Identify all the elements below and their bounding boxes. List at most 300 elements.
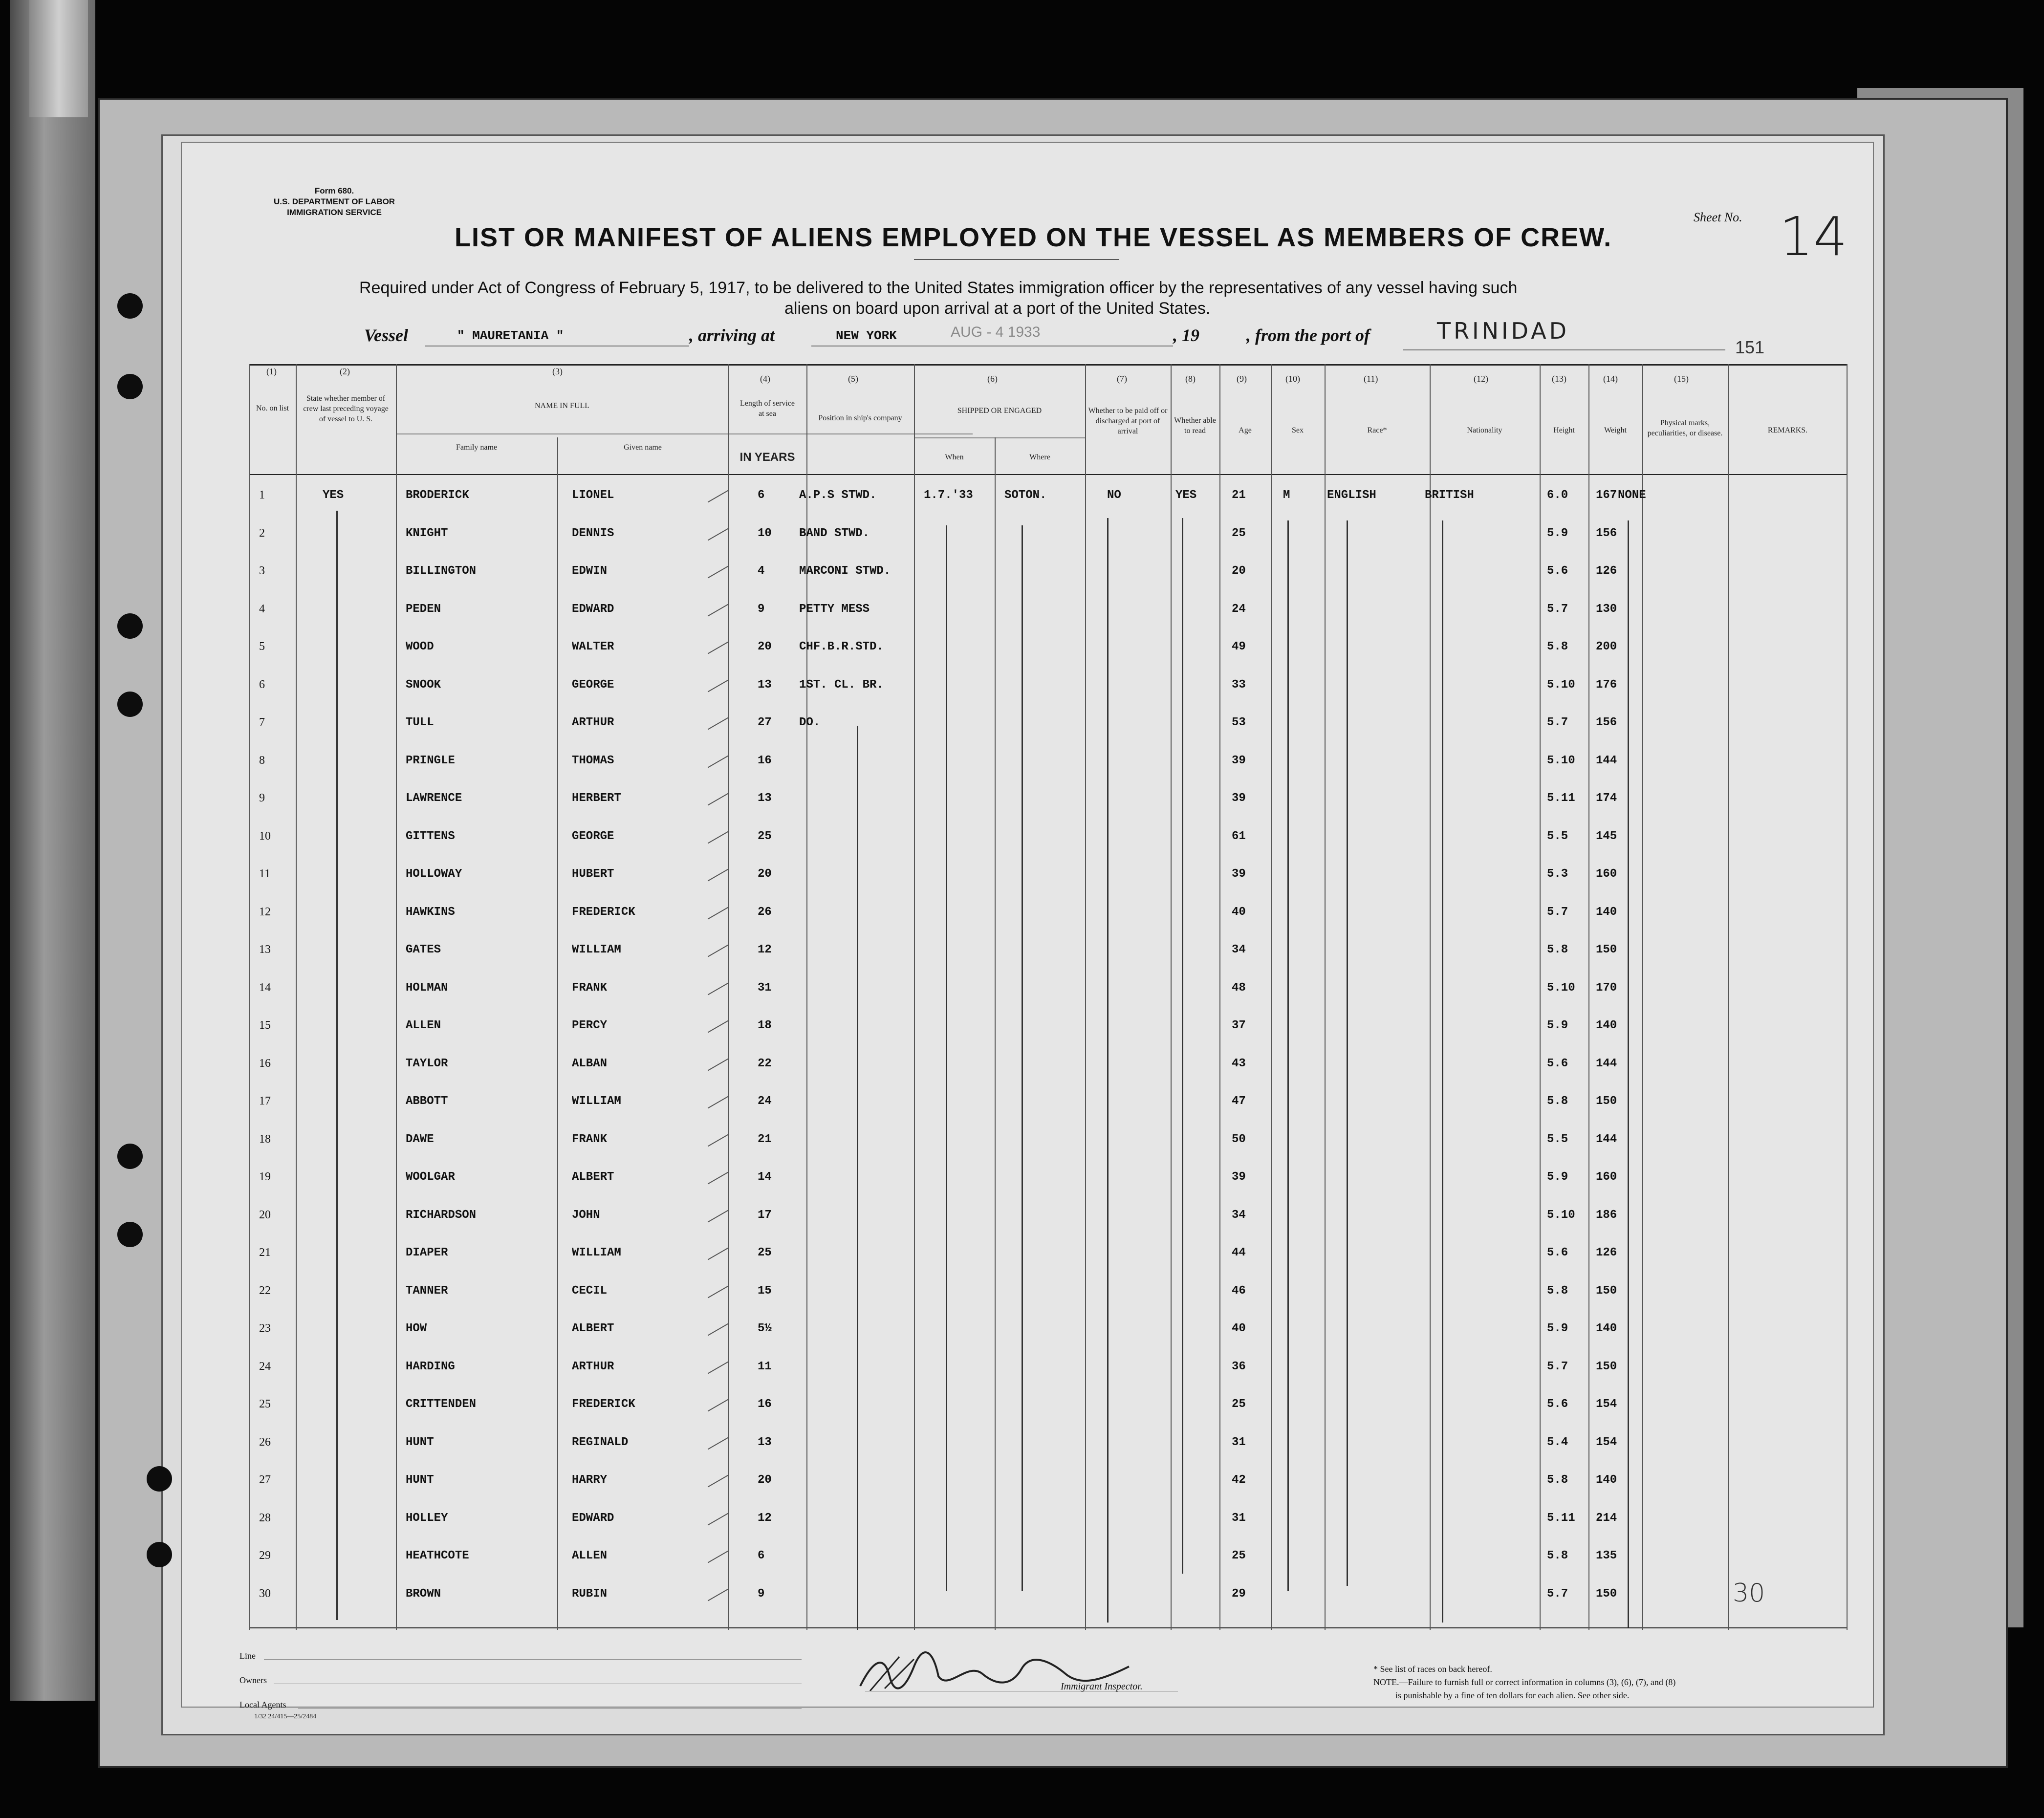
years-service-cell: 21 — [758, 1132, 772, 1146]
check-mark — [708, 1058, 729, 1071]
check-mark — [708, 1399, 729, 1412]
age-cell: 24 — [1232, 602, 1246, 616]
height-cell: 5.11 — [1547, 1511, 1575, 1525]
col8-header: Whether able to read — [1174, 416, 1216, 435]
row-number: 25 — [259, 1398, 271, 1410]
given-name-cell: ALBERT — [572, 1170, 614, 1184]
row-number: 28 — [259, 1511, 271, 1524]
table-row — [249, 1209, 1848, 1247]
given-name-cell: JOHN — [572, 1208, 600, 1222]
punch-hole — [117, 1222, 143, 1247]
family-name-cell: WOOLGAR — [406, 1170, 455, 1184]
table-row — [249, 754, 1848, 792]
check-mark — [708, 1020, 729, 1033]
given-name-cell: HARRY — [572, 1473, 608, 1487]
position-cell: BAND STWD. — [799, 526, 870, 540]
form-header — [274, 186, 395, 218]
years-service-cell: 27 — [758, 716, 772, 729]
given-name-cell: ALBAN — [572, 1057, 608, 1070]
given-name-cell: THOMAS — [572, 754, 614, 767]
col4-number: (4) — [760, 374, 770, 384]
age-cell: 42 — [1232, 1473, 1246, 1487]
given-name-cell: GEORGE — [572, 678, 614, 692]
position-cell: DO. — [799, 716, 821, 729]
height-cell: 5.7 — [1547, 1587, 1568, 1601]
given-name-cell: FREDERICK — [572, 905, 635, 919]
years-service-cell: 14 — [758, 1170, 772, 1184]
table-row — [249, 1057, 1848, 1095]
check-mark — [708, 830, 729, 844]
check-mark — [708, 1550, 729, 1563]
arriving-port: NEW YORK — [836, 328, 897, 343]
races-note: * See list of races on back hereof. — [1373, 1664, 1492, 1674]
sheet-label: Sheet No. — [1694, 210, 1742, 224]
punch-hole — [147, 1542, 172, 1567]
row-number: 9 — [259, 792, 265, 804]
row-number: 11 — [259, 867, 271, 880]
family-name-cell: WOOD — [406, 640, 434, 653]
col7-number: (7) — [1117, 374, 1127, 384]
family-name-cell: CRITTENDEN — [406, 1398, 477, 1411]
check-mark — [708, 1436, 729, 1450]
given-name-cell: ALLEN — [572, 1549, 608, 1562]
row-number: 22 — [259, 1284, 271, 1297]
weight-cell: 150 — [1596, 1587, 1617, 1601]
col1-header: No. on list — [256, 404, 289, 412]
row-number: 5 — [259, 640, 265, 653]
row-number: 13 — [259, 943, 271, 956]
height-cell: 5.4 — [1547, 1435, 1568, 1449]
age-cell: 36 — [1232, 1360, 1246, 1373]
check-mark — [708, 565, 729, 579]
check-mark — [708, 868, 729, 882]
weight-cell: 150 — [1596, 1360, 1617, 1373]
check-mark — [708, 1361, 729, 1374]
weight-cell: 126 — [1596, 1246, 1617, 1259]
check-mark — [708, 1474, 729, 1488]
col14-header: Weight — [1604, 426, 1627, 434]
given-name-cell: DENNIS — [572, 526, 614, 540]
given-name-cell: FRANK — [572, 981, 608, 995]
height-cell: 5.8 — [1547, 1284, 1568, 1298]
service-name: IMMIGRATION SERVICE — [287, 208, 382, 217]
col3-number: (3) — [552, 367, 563, 376]
department-name: U.S. DEPARTMENT OF LABOR — [274, 197, 395, 206]
line-underline — [264, 1659, 802, 1660]
years-service-cell: 25 — [758, 1246, 772, 1259]
col7-header: Whether to be paid off or discharged at port of arrival — [1088, 407, 1168, 435]
age-cell: 40 — [1232, 905, 1246, 919]
date-stamp: AUG - 4 1933 — [951, 324, 1041, 340]
age-cell: 50 — [1232, 1132, 1246, 1146]
years-service-cell: 9 — [758, 602, 765, 616]
family-name-cell: HUNT — [406, 1435, 434, 1449]
years-service-cell: 4 — [758, 564, 765, 578]
owners-label: Owners — [239, 1675, 267, 1685]
years-service-cell: 9 — [758, 1587, 765, 1601]
age-cell: 25 — [1232, 526, 1246, 540]
height-cell: 5.6 — [1547, 1398, 1568, 1411]
height-cell: 5.9 — [1547, 526, 1568, 540]
age-cell: 39 — [1232, 867, 1246, 881]
table-row — [249, 1246, 1848, 1284]
age-cell: 40 — [1232, 1322, 1246, 1335]
family-name-cell: HOLLEY — [406, 1511, 448, 1525]
shipped-where-cell: SOTON. — [1004, 489, 1047, 502]
arriving-label: , arriving at — [689, 325, 775, 345]
table-row — [249, 1512, 1848, 1550]
family-name-cell: BILLINGTON — [406, 564, 477, 578]
age-cell: 47 — [1232, 1095, 1246, 1108]
weight-cell: 156 — [1596, 526, 1617, 540]
height-cell: 5.8 — [1547, 1473, 1568, 1487]
table-row — [249, 981, 1848, 1019]
given-name-cell: GEORGE — [572, 829, 614, 843]
years-service-cell: 16 — [758, 754, 772, 767]
given-name-cell: LIONEL — [572, 489, 614, 502]
weight-cell: 140 — [1596, 1019, 1617, 1032]
weight-cell: 126 — [1596, 564, 1617, 578]
nationality-cell: BRITISH — [1425, 489, 1474, 502]
row-number: 16 — [259, 1057, 271, 1070]
age-cell: 37 — [1232, 1019, 1246, 1032]
height-cell: 5.7 — [1547, 602, 1568, 616]
weight-cell: 140 — [1596, 1473, 1617, 1487]
row-number: 27 — [259, 1473, 271, 1486]
table-row — [249, 943, 1848, 981]
position-cell: A.P.S STWD. — [799, 489, 877, 502]
page-number: 151 — [1735, 337, 1765, 357]
weight-cell: 144 — [1596, 1132, 1617, 1146]
col13-header: Height — [1553, 426, 1575, 434]
check-mark — [708, 1512, 729, 1525]
check-mark — [708, 1323, 729, 1336]
punch-hole — [117, 613, 143, 639]
given-name-cell: ALBERT — [572, 1322, 614, 1335]
col2-number: (2) — [340, 367, 350, 376]
row-number: 2 — [259, 526, 265, 540]
family-name-cell: BROWN — [406, 1587, 441, 1601]
weight-cell: 154 — [1596, 1398, 1617, 1411]
weight-cell: 160 — [1596, 867, 1617, 881]
given-name-cell: EDWARD — [572, 602, 614, 616]
age-cell: 29 — [1232, 1587, 1246, 1601]
col2-header: State whether member of crew last preceding voyage of vessel to U. S. — [303, 394, 389, 423]
row-number: 21 — [259, 1246, 271, 1259]
col13-number: (13) — [1552, 374, 1566, 384]
table-row — [249, 1322, 1848, 1360]
years-service-cell: 6 — [758, 1549, 765, 1562]
weight-cell: 140 — [1596, 905, 1617, 919]
years-service-cell: 18 — [758, 1019, 772, 1032]
years-service-cell: 13 — [758, 1435, 772, 1449]
row-number: 6 — [259, 678, 265, 691]
family-name-cell: DAWE — [406, 1132, 434, 1146]
years-service-cell: 5½ — [758, 1322, 772, 1335]
given-name-cell: ARTHUR — [572, 716, 614, 729]
given-name-cell: WILLIAM — [572, 1246, 621, 1259]
race-cell: ENGLISH — [1327, 489, 1376, 502]
height-cell: 5.6 — [1547, 1057, 1568, 1070]
family-name-cell: HUNT — [406, 1473, 434, 1487]
row-number: 8 — [259, 754, 265, 767]
family-name-cell: HAWKINS — [406, 905, 455, 919]
weight-cell: 150 — [1596, 1284, 1617, 1298]
weight-cell: 167 — [1596, 489, 1617, 502]
height-cell: 5.7 — [1547, 716, 1568, 729]
weight-cell: 140 — [1596, 1322, 1617, 1335]
weight-cell: 176 — [1596, 678, 1617, 692]
requirement-text-1: Required under Act of Congress of February 5, 1917, to be delivered to the United States immigration officer by the representatives of any vessel having such — [359, 279, 1518, 297]
given-name-cell: WILLIAM — [572, 943, 621, 956]
age-cell: 49 — [1232, 640, 1246, 653]
col11-header: Race* — [1367, 426, 1387, 434]
height-cell: 5.7 — [1547, 905, 1568, 919]
col12-number: (12) — [1474, 374, 1488, 384]
age-cell: 25 — [1232, 1398, 1246, 1411]
row-number: 7 — [259, 716, 265, 729]
binder-tab — [29, 0, 88, 117]
family-name-cell: PRINGLE — [406, 754, 455, 767]
years-service-cell: 6 — [758, 489, 765, 502]
years-service-cell: 20 — [758, 640, 772, 653]
check-mark — [708, 1247, 729, 1260]
table-row — [249, 1019, 1848, 1057]
check-mark — [708, 906, 729, 919]
punch-hole — [117, 374, 143, 399]
weight-cell: 150 — [1596, 943, 1617, 956]
table-row — [249, 527, 1848, 565]
age-cell: 21 — [1232, 489, 1246, 502]
punch-hole — [117, 293, 143, 319]
position-cell: MARCONI STWD. — [799, 564, 891, 578]
from-label: , from the port of — [1246, 325, 1370, 345]
table-row — [249, 1284, 1848, 1322]
age-cell: 34 — [1232, 943, 1246, 956]
family-name-cell: LAWRENCE — [406, 792, 462, 805]
family-name-cell: ABBOTT — [406, 1095, 448, 1108]
weight-cell: 186 — [1596, 1208, 1617, 1222]
table-row — [249, 1095, 1848, 1133]
years-service-cell: 12 — [758, 1511, 772, 1525]
row-number: 29 — [259, 1549, 271, 1562]
family-name-cell: PEDEN — [406, 602, 441, 616]
age-cell: 61 — [1232, 829, 1246, 843]
header-bottom-rule — [249, 474, 1848, 475]
row-number: 4 — [259, 602, 265, 615]
col10-number: (10) — [1285, 374, 1300, 384]
table-row — [249, 678, 1848, 716]
row-number: 12 — [259, 905, 271, 918]
table-row — [249, 1587, 1848, 1625]
family-name-cell: GITTENS — [406, 829, 455, 843]
check-mark — [708, 679, 729, 692]
given-name-cell: HUBERT — [572, 867, 614, 881]
family-name-cell: KNIGHT — [406, 526, 448, 540]
weight-cell: 160 — [1596, 1170, 1617, 1184]
local-agents-label: Local Agents — [239, 1700, 286, 1710]
years-service-cell: 15 — [758, 1284, 772, 1298]
shipped-when-cell: 1.7.'33 — [924, 489, 973, 502]
height-cell: 5.7 — [1547, 1360, 1568, 1373]
given-name-cell: EDWARD — [572, 1511, 614, 1525]
sex-cell: M — [1283, 489, 1290, 502]
print-code: 1/32 24/415—25/2484 — [254, 1713, 317, 1720]
age-cell: 53 — [1232, 716, 1246, 729]
family-name-cell: RICHARDSON — [406, 1208, 477, 1222]
col12-header: Nationality — [1467, 426, 1502, 434]
row-number: 14 — [259, 981, 271, 994]
height-cell: 5.10 — [1547, 678, 1575, 692]
paid-off-cell: NO — [1107, 489, 1121, 502]
row-number: 3 — [259, 564, 265, 577]
check-mark — [708, 1171, 729, 1185]
position-cell: CHF.B.R.STD. — [799, 640, 884, 653]
shipped-subrule — [914, 437, 1085, 438]
family-name-cell: GATES — [406, 943, 441, 956]
table-row — [249, 716, 1848, 754]
row-number: 20 — [259, 1208, 271, 1221]
table-row — [249, 1473, 1848, 1512]
table-row — [249, 1133, 1848, 1171]
title-rule — [914, 259, 1119, 260]
agents-underline — [298, 1708, 802, 1709]
check-mark — [708, 490, 729, 503]
requirement-text-2: aliens on board upon arrival at a port of the United States. — [784, 299, 1211, 318]
weight-cell: 200 — [1596, 640, 1617, 653]
table-row — [249, 867, 1848, 906]
table-row — [249, 792, 1848, 830]
years-service-cell: 12 — [758, 943, 772, 956]
penalty-note-1: NOTE.—Failure to furnish full or correct information in columns (3), (6), (7), and (8) — [1373, 1677, 1676, 1687]
given-name-cell: HERBERT — [572, 792, 621, 805]
check-mark — [708, 755, 729, 768]
family-name-cell: HARDING — [406, 1360, 455, 1373]
name-subrule — [396, 433, 973, 434]
check-mark — [708, 1133, 729, 1147]
table-top-rule — [249, 364, 1848, 366]
given-name-cell: FRANK — [572, 1132, 608, 1146]
height-cell: 5.9 — [1547, 1322, 1568, 1335]
family-name-cell: ALLEN — [406, 1019, 441, 1032]
row-number: 10 — [259, 829, 271, 843]
col5-header: Position in ship's company — [818, 414, 902, 422]
age-cell: 43 — [1232, 1057, 1246, 1070]
table-row — [249, 1436, 1848, 1474]
weight-cell: 156 — [1596, 716, 1617, 729]
age-cell: 46 — [1232, 1284, 1246, 1298]
row-number: 15 — [259, 1019, 271, 1032]
col10-header: Sex — [1292, 426, 1304, 434]
penalty-note-2: is punishable by a fine of ten dollars for each alien. See other side. — [1395, 1690, 1630, 1700]
punch-hole — [117, 1144, 143, 1169]
year-label: , 19 — [1173, 325, 1199, 345]
weight-cell: 150 — [1596, 1095, 1617, 1108]
weight-cell: 214 — [1596, 1511, 1617, 1525]
col8-number: (8) — [1185, 374, 1196, 384]
check-mark — [708, 717, 729, 730]
col4-header: Length of service at sea — [740, 399, 795, 418]
row-number: 19 — [259, 1170, 271, 1183]
when-header: When — [945, 453, 964, 461]
weight-cell: 145 — [1596, 829, 1617, 843]
col5-number: (5) — [848, 374, 858, 384]
years-service-cell: 16 — [758, 1398, 772, 1411]
years-service-cell: 20 — [758, 867, 772, 881]
given-name-cell: FREDERICK — [572, 1398, 635, 1411]
years-service-cell: 22 — [758, 1057, 772, 1070]
check-mark — [708, 1096, 729, 1109]
check-mark — [708, 603, 729, 616]
height-cell: 5.10 — [1547, 981, 1575, 995]
check-mark — [708, 982, 729, 995]
from-underline — [1403, 349, 1725, 350]
able-to-read-cell: YES — [1175, 489, 1197, 502]
col6-number: (6) — [987, 374, 998, 384]
prev-voyage-cell: YES — [323, 489, 344, 502]
given-name-cell: CECIL — [572, 1284, 608, 1298]
table-row — [249, 1398, 1848, 1436]
height-cell: 5.5 — [1547, 1132, 1568, 1146]
row-number: 26 — [259, 1435, 271, 1449]
weight-cell: 144 — [1596, 1057, 1617, 1070]
col4-unit: IN YEARS — [739, 451, 795, 464]
row-number: 23 — [259, 1322, 271, 1335]
given-name-cell: REGINALD — [572, 1435, 629, 1449]
table-row — [249, 640, 1848, 678]
given-name-cell: EDWIN — [572, 564, 608, 578]
weight-cell: 144 — [1596, 754, 1617, 767]
years-service-cell: 25 — [758, 829, 772, 843]
height-cell: 5.5 — [1547, 829, 1568, 843]
family-name-cell: TULL — [406, 716, 434, 729]
col9-header: Age — [1239, 426, 1252, 434]
col6-header: SHIPPED OR ENGAGED — [957, 407, 1042, 415]
height-cell: 5.9 — [1547, 1170, 1568, 1184]
height-cell: 5.11 — [1547, 792, 1575, 805]
vessel-name: " MAURETANIA " — [457, 328, 564, 343]
age-cell: 31 — [1232, 1435, 1246, 1449]
line-label: Line — [239, 1651, 256, 1661]
row-number: 18 — [259, 1132, 271, 1146]
height-cell: 5.10 — [1547, 1208, 1575, 1222]
col11-number: (11) — [1364, 374, 1378, 384]
given-name-cell: WALTER — [572, 640, 614, 653]
years-service-cell: 13 — [758, 792, 772, 805]
height-cell: 5.9 — [1547, 1019, 1568, 1032]
years-service-cell: 17 — [758, 1208, 772, 1222]
age-cell: 20 — [1232, 564, 1246, 578]
height-cell: 6.0 — [1547, 489, 1568, 502]
years-service-cell: 13 — [758, 678, 772, 692]
page-title: LIST OR MANIFEST OF ALIENS EMPLOYED ON THE VESSEL AS MEMBERS OF CREW. — [455, 223, 1612, 252]
col14-number: (14) — [1603, 374, 1618, 384]
remarks-header: REMARKS. — [1767, 426, 1808, 434]
weight-cell: 130 — [1596, 602, 1617, 616]
given-name-cell: PERCY — [572, 1019, 608, 1032]
family-name-cell: HOLMAN — [406, 981, 448, 995]
height-cell: 5.8 — [1547, 943, 1568, 956]
weight-cell: 135 — [1596, 1549, 1617, 1562]
check-mark — [708, 527, 729, 541]
col15-number: (15) — [1674, 374, 1689, 384]
check-mark — [708, 1588, 729, 1601]
given-name-header: Given name — [624, 443, 662, 452]
col1-number: (1) — [266, 367, 277, 376]
family-name-cell: TAYLOR — [406, 1057, 448, 1070]
from-port: TRINIDAD — [1437, 318, 1570, 344]
family-name-cell: HOLLOWAY — [406, 867, 462, 881]
